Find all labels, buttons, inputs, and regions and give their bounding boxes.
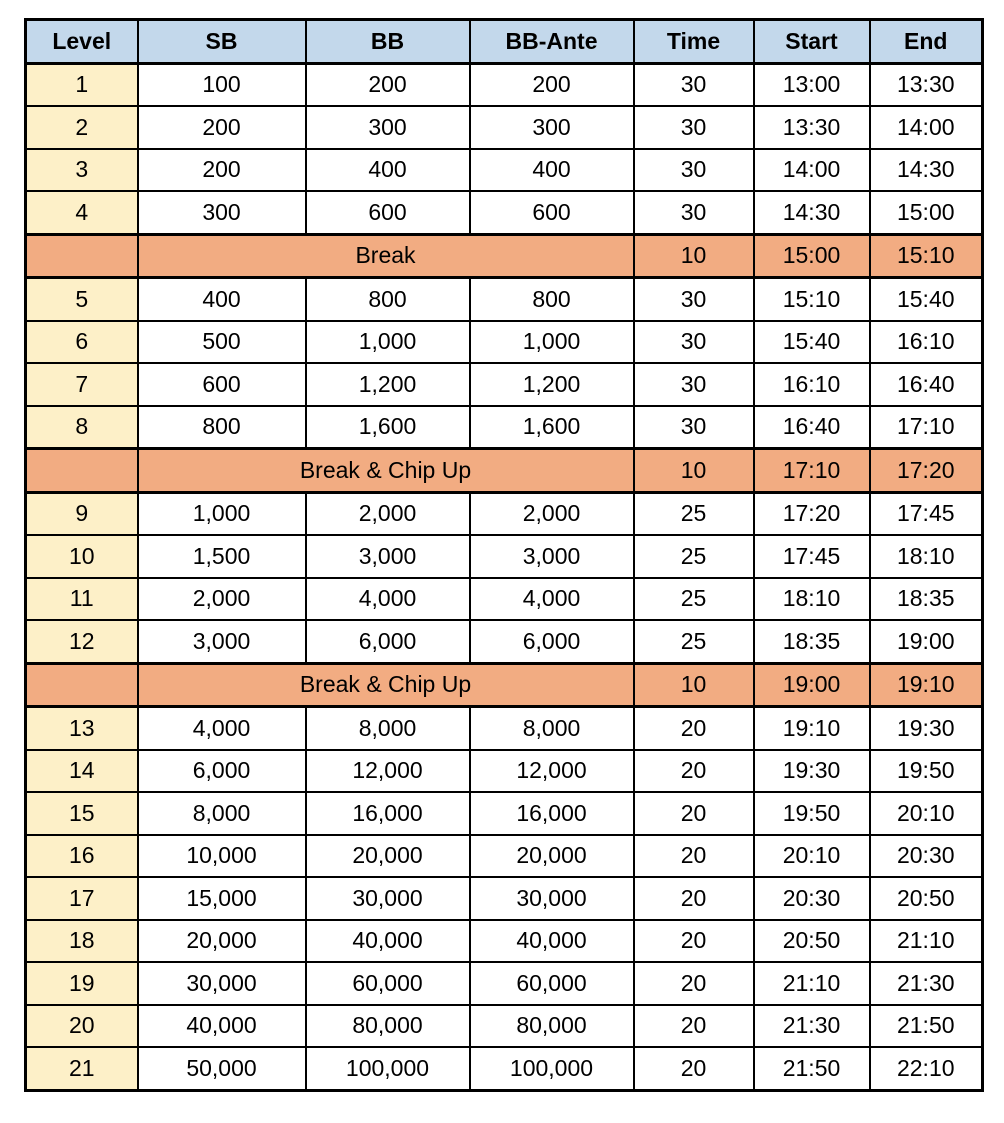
- level-cell: 6: [26, 321, 138, 364]
- sb-cell: 1,000: [138, 492, 306, 535]
- bb-cell: 400: [306, 149, 470, 192]
- table-body: [26, 63, 983, 1090]
- time-cell: 30: [634, 63, 754, 106]
- bb-cell: 16,000: [306, 792, 470, 835]
- bb-cell: 20,000: [306, 835, 470, 878]
- bb-cell: 300: [306, 106, 470, 149]
- sb-cell: 10,000: [138, 835, 306, 878]
- bb-ante-cell: 40,000: [470, 920, 634, 963]
- bb-cell: 40,000: [306, 920, 470, 963]
- time-cell: 20: [634, 750, 754, 793]
- break-level-cell: [26, 663, 138, 707]
- start-cell: 21:50: [754, 1047, 870, 1090]
- time-cell: 30: [634, 149, 754, 192]
- level-cell: 2: [26, 106, 138, 149]
- header-cell-bb: BB: [306, 20, 470, 64]
- start-cell: 21:30: [754, 1005, 870, 1048]
- end-cell: 17:20: [870, 449, 983, 493]
- level-row: [26, 1047, 983, 1090]
- header-cell-end: End: [870, 20, 983, 64]
- level-cell: 9: [26, 492, 138, 535]
- bb-cell: 1,000: [306, 321, 470, 364]
- end-cell: 14:30: [870, 149, 983, 192]
- level-row: [26, 106, 983, 149]
- level-cell: 1: [26, 63, 138, 106]
- level-row: [26, 492, 983, 535]
- sb-cell: 800: [138, 406, 306, 449]
- end-cell: 19:50: [870, 750, 983, 793]
- time-cell: 10: [634, 663, 754, 707]
- end-cell: 20:30: [870, 835, 983, 878]
- level-cell: 19: [26, 962, 138, 1005]
- sb-cell: 400: [138, 278, 306, 321]
- end-cell: 21:30: [870, 962, 983, 1005]
- level-cell: 16: [26, 835, 138, 878]
- bb-ante-cell: 4,000: [470, 578, 634, 621]
- header-cell-level: Level: [26, 20, 138, 64]
- bb-cell: 800: [306, 278, 470, 321]
- end-cell: 21:10: [870, 920, 983, 963]
- level-row: [26, 278, 983, 321]
- start-cell: 17:20: [754, 492, 870, 535]
- bb-ante-cell: 1,600: [470, 406, 634, 449]
- bb-cell: 80,000: [306, 1005, 470, 1048]
- end-cell: 20:50: [870, 877, 983, 920]
- level-row: [26, 835, 983, 878]
- bb-ante-cell: 600: [470, 191, 634, 234]
- start-cell: 13:00: [754, 63, 870, 106]
- time-cell: 20: [634, 707, 754, 750]
- header-cell-time: Time: [634, 20, 754, 64]
- sb-cell: 300: [138, 191, 306, 234]
- level-cell: 14: [26, 750, 138, 793]
- level-row: [26, 920, 983, 963]
- start-cell: 21:10: [754, 962, 870, 1005]
- end-cell: 15:10: [870, 234, 983, 278]
- sb-cell: 600: [138, 363, 306, 406]
- start-cell: 17:10: [754, 449, 870, 493]
- start-cell: 18:35: [754, 620, 870, 663]
- start-cell: 20:30: [754, 877, 870, 920]
- end-cell: 13:30: [870, 63, 983, 106]
- sb-cell: 50,000: [138, 1047, 306, 1090]
- start-cell: 19:30: [754, 750, 870, 793]
- level-cell: 20: [26, 1005, 138, 1048]
- sb-cell: 3,000: [138, 620, 306, 663]
- break-label-cell: Break & Chip Up: [138, 663, 634, 707]
- time-cell: 10: [634, 234, 754, 278]
- sb-cell: 30,000: [138, 962, 306, 1005]
- bb-ante-cell: 800: [470, 278, 634, 321]
- sb-cell: 100: [138, 63, 306, 106]
- level-row: [26, 750, 983, 793]
- bb-cell: 30,000: [306, 877, 470, 920]
- level-cell: 7: [26, 363, 138, 406]
- end-cell: 16:40: [870, 363, 983, 406]
- time-cell: 20: [634, 1005, 754, 1048]
- bb-ante-cell: 60,000: [470, 962, 634, 1005]
- start-cell: 20:10: [754, 835, 870, 878]
- time-cell: 30: [634, 406, 754, 449]
- sb-cell: 200: [138, 149, 306, 192]
- level-row: [26, 363, 983, 406]
- level-cell: 11: [26, 578, 138, 621]
- bb-ante-cell: 6,000: [470, 620, 634, 663]
- break-row: [26, 449, 983, 493]
- bb-ante-cell: 400: [470, 149, 634, 192]
- time-cell: 30: [634, 106, 754, 149]
- break-row: [26, 234, 983, 278]
- bb-ante-cell: 300: [470, 106, 634, 149]
- sb-cell: 8,000: [138, 792, 306, 835]
- start-cell: 18:10: [754, 578, 870, 621]
- time-cell: 20: [634, 962, 754, 1005]
- break-row: [26, 663, 983, 707]
- time-cell: 20: [634, 792, 754, 835]
- time-cell: 25: [634, 620, 754, 663]
- time-cell: 10: [634, 449, 754, 493]
- bb-ante-cell: 200: [470, 63, 634, 106]
- start-cell: 14:00: [754, 149, 870, 192]
- level-row: [26, 149, 983, 192]
- bb-cell: 8,000: [306, 707, 470, 750]
- level-cell: 8: [26, 406, 138, 449]
- end-cell: 19:10: [870, 663, 983, 707]
- break-label-cell: Break & Chip Up: [138, 449, 634, 493]
- start-cell: 15:10: [754, 278, 870, 321]
- level-row: [26, 707, 983, 750]
- bb-ante-cell: 30,000: [470, 877, 634, 920]
- end-cell: 14:00: [870, 106, 983, 149]
- end-cell: 18:10: [870, 535, 983, 578]
- level-row: [26, 191, 983, 234]
- level-cell: 12: [26, 620, 138, 663]
- break-level-cell: [26, 449, 138, 493]
- sb-cell: 200: [138, 106, 306, 149]
- level-cell: 18: [26, 920, 138, 963]
- bb-ante-cell: 16,000: [470, 792, 634, 835]
- blind-structure-table: [24, 18, 984, 1092]
- sb-cell: 40,000: [138, 1005, 306, 1048]
- bb-cell: 600: [306, 191, 470, 234]
- bb-ante-cell: 3,000: [470, 535, 634, 578]
- bb-cell: 3,000: [306, 535, 470, 578]
- time-cell: 25: [634, 535, 754, 578]
- level-row: [26, 406, 983, 449]
- level-cell: 10: [26, 535, 138, 578]
- bb-ante-cell: 20,000: [470, 835, 634, 878]
- header-cell-start: Start: [754, 20, 870, 64]
- time-cell: 25: [634, 492, 754, 535]
- time-cell: 25: [634, 578, 754, 621]
- start-cell: 20:50: [754, 920, 870, 963]
- level-cell: 15: [26, 792, 138, 835]
- sb-cell: 1,500: [138, 535, 306, 578]
- table-header: [26, 20, 983, 64]
- bb-ante-cell: 100,000: [470, 1047, 634, 1090]
- level-cell: 5: [26, 278, 138, 321]
- end-cell: 22:10: [870, 1047, 983, 1090]
- level-cell: 17: [26, 877, 138, 920]
- level-cell: 4: [26, 191, 138, 234]
- end-cell: 15:00: [870, 191, 983, 234]
- bb-cell: 2,000: [306, 492, 470, 535]
- start-cell: 19:00: [754, 663, 870, 707]
- start-cell: 16:40: [754, 406, 870, 449]
- time-cell: 30: [634, 363, 754, 406]
- end-cell: 19:30: [870, 707, 983, 750]
- end-cell: 19:00: [870, 620, 983, 663]
- start-cell: 19:10: [754, 707, 870, 750]
- level-cell: 13: [26, 707, 138, 750]
- level-row: [26, 321, 983, 364]
- bb-cell: 60,000: [306, 962, 470, 1005]
- level-row: [26, 792, 983, 835]
- end-cell: 16:10: [870, 321, 983, 364]
- start-cell: 13:30: [754, 106, 870, 149]
- bb-ante-cell: 2,000: [470, 492, 634, 535]
- time-cell: 20: [634, 835, 754, 878]
- bb-cell: 6,000: [306, 620, 470, 663]
- sb-cell: 2,000: [138, 578, 306, 621]
- bb-ante-cell: 1,000: [470, 321, 634, 364]
- time-cell: 30: [634, 321, 754, 364]
- level-row: [26, 877, 983, 920]
- bb-cell: 100,000: [306, 1047, 470, 1090]
- end-cell: 15:40: [870, 278, 983, 321]
- sb-cell: 15,000: [138, 877, 306, 920]
- level-row: [26, 962, 983, 1005]
- header-cell-bb-ante: BB-Ante: [470, 20, 634, 64]
- level-row: [26, 1005, 983, 1048]
- time-cell: 20: [634, 1047, 754, 1090]
- end-cell: 20:10: [870, 792, 983, 835]
- level-row: [26, 63, 983, 106]
- break-level-cell: [26, 234, 138, 278]
- level-cell: 21: [26, 1047, 138, 1090]
- level-row: [26, 535, 983, 578]
- bb-cell: 4,000: [306, 578, 470, 621]
- start-cell: 16:10: [754, 363, 870, 406]
- sb-cell: 500: [138, 321, 306, 364]
- end-cell: 21:50: [870, 1005, 983, 1048]
- header-row: [26, 20, 983, 64]
- level-cell: 3: [26, 149, 138, 192]
- sb-cell: 6,000: [138, 750, 306, 793]
- start-cell: 19:50: [754, 792, 870, 835]
- break-label-cell: Break: [138, 234, 634, 278]
- sb-cell: 20,000: [138, 920, 306, 963]
- bb-ante-cell: 80,000: [470, 1005, 634, 1048]
- start-cell: 17:45: [754, 535, 870, 578]
- start-cell: 15:40: [754, 321, 870, 364]
- time-cell: 20: [634, 877, 754, 920]
- time-cell: 20: [634, 920, 754, 963]
- start-cell: 15:00: [754, 234, 870, 278]
- bb-ante-cell: 1,200: [470, 363, 634, 406]
- header-cell-sb: SB: [138, 20, 306, 64]
- level-row: [26, 578, 983, 621]
- level-row: [26, 620, 983, 663]
- end-cell: 17:45: [870, 492, 983, 535]
- end-cell: 17:10: [870, 406, 983, 449]
- start-cell: 14:30: [754, 191, 870, 234]
- bb-cell: 12,000: [306, 750, 470, 793]
- sb-cell: 4,000: [138, 707, 306, 750]
- bb-cell: 200: [306, 63, 470, 106]
- bb-cell: 1,600: [306, 406, 470, 449]
- bb-ante-cell: 12,000: [470, 750, 634, 793]
- time-cell: 30: [634, 191, 754, 234]
- time-cell: 30: [634, 278, 754, 321]
- bb-cell: 1,200: [306, 363, 470, 406]
- end-cell: 18:35: [870, 578, 983, 621]
- bb-ante-cell: 8,000: [470, 707, 634, 750]
